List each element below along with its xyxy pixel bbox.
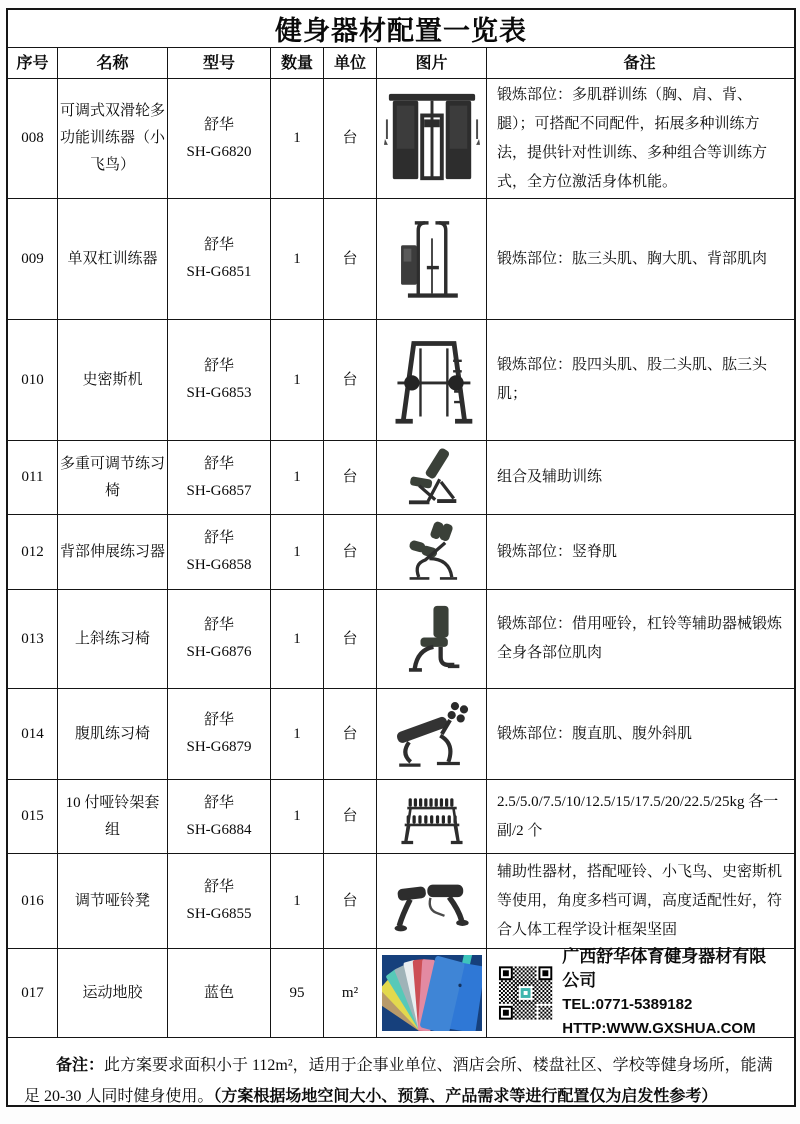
equipment-model [168, 949, 271, 1037]
equipment-name: 上斜练习椅 [58, 590, 168, 688]
footer-body: 此方案要求面积小于 112m²，适用于企事业单位、酒店会所、楼盘社区、学校等健身场所，能满足 20-30 人同时健身使用。 [24, 1057, 773, 1105]
row-no: 016 [8, 854, 58, 948]
row-no: 009 [8, 199, 58, 319]
equipment-model [168, 441, 271, 514]
functional-trainer-image [377, 79, 487, 198]
footer-label: 备注： [56, 1057, 105, 1074]
model-code: SH-G6879 [186, 739, 252, 755]
equipment-model [168, 780, 271, 853]
row-no: 013 [8, 590, 58, 688]
unit: 台 [324, 199, 377, 319]
brand: 舒华 [203, 237, 234, 253]
unit: 台 [324, 689, 377, 779]
brand: 舒华 [203, 116, 234, 133]
company-url: HTTP:WWW.GXSHUA.COM [562, 1020, 756, 1037]
equipment-remark: 锻炼部位：肱三头肌、胸大肌、背部肌肉 [497, 250, 768, 267]
footer-note [8, 1038, 794, 1105]
quantity: 1 [271, 780, 324, 853]
equipment-model [168, 590, 271, 688]
adjustable-bench-image [377, 441, 487, 514]
table-row [8, 590, 794, 689]
table-title-row [8, 10, 794, 48]
company-tel: TEL:0771-5389182 [562, 996, 693, 1013]
equipment-remark: 锻炼部位：借用哑铃，杠铃等辅助器械锻炼全身各部位肌肉 [497, 616, 783, 661]
color-spec: 蓝色 [203, 984, 234, 1001]
unit: 台 [324, 780, 377, 853]
equipment-name: 运动地胶 [58, 949, 168, 1037]
equipment-name: 多重可调节练习椅 [58, 441, 168, 514]
table-row [8, 441, 794, 515]
row-no: 010 [8, 320, 58, 440]
brand: 舒华 [203, 358, 234, 374]
ab-bench-image [377, 689, 487, 779]
row-no: 014 [8, 689, 58, 779]
page-title: 健身器材配置一览表 [275, 16, 527, 46]
equipment-name: 单双杠训练器 [58, 199, 168, 319]
table-row [8, 199, 794, 320]
table-row [8, 79, 794, 199]
quantity: 1 [271, 199, 324, 319]
footer-bold-note: （方案根据场地空间大小、预算、产品需求等进行配置仅为启发性参考） [213, 1088, 718, 1105]
unit: 台 [324, 590, 377, 688]
equipment-model [168, 515, 271, 589]
table-row [8, 515, 794, 590]
equipment-remark: 锻炼部位：竖脊肌 [497, 543, 618, 560]
model-code: SH-G6853 [186, 385, 252, 401]
row-no: 015 [8, 780, 58, 853]
row-no: 008 [8, 79, 58, 198]
unit: 台 [324, 515, 377, 589]
equipment-model [168, 320, 271, 440]
equipment-name: 10 付哑铃架套组 [58, 780, 168, 853]
row-no: 011 [8, 441, 58, 514]
col-header-picture: 图片 [377, 48, 487, 78]
upright-chair-image [377, 590, 487, 688]
col-header-remark: 备注 [623, 54, 656, 72]
unit: 台 [324, 320, 377, 440]
quantity: 95 [271, 949, 324, 1037]
quantity: 1 [271, 590, 324, 688]
table-row [8, 949, 794, 1038]
model-code: SH-G6884 [186, 821, 252, 838]
equipment-model [168, 79, 271, 198]
col-header-name: 名称 [58, 48, 168, 78]
company-name: 广西舒华体育健身器材有限公司 [562, 947, 767, 990]
footer-note-row [8, 1038, 794, 1105]
model-code: SH-G6851 [186, 264, 252, 280]
unit: 台 [324, 79, 377, 198]
equipment-name: 可调式双滑轮多功能训练器（小飞鸟） [58, 79, 168, 198]
quantity: 1 [271, 441, 324, 514]
back-extension-image [377, 515, 487, 589]
equipment-name: 调节哑铃凳 [58, 854, 168, 948]
equipment-remark: 2.5/5.0/7.5/10/12.5/15/17.5/20/22.5/25kg 各一副/2 个 [497, 793, 779, 839]
model-code: SH-G6858 [186, 557, 252, 573]
unit: 台 [324, 854, 377, 948]
brand: 舒华 [203, 794, 234, 811]
unit: m² [324, 949, 377, 1037]
quantity: 1 [271, 515, 324, 589]
equipment-remark: 锻炼部位：腹直肌、腹外斜肌 [497, 725, 693, 742]
unit: 台 [324, 441, 377, 514]
equipment-model [168, 689, 271, 779]
col-header-unit: 单位 [324, 48, 377, 78]
model-code: SH-G6857 [186, 482, 252, 499]
table-row [8, 780, 794, 854]
equipment-model [168, 854, 271, 948]
equipment-table [6, 8, 796, 1107]
equipment-model [168, 199, 271, 319]
table-header-row [8, 48, 794, 79]
quantity: 1 [271, 79, 324, 198]
equipment-remark: 锻炼部位：股四头肌、股二头肌、肱三头肌； [497, 357, 768, 402]
col-header-qty: 数量 [271, 48, 324, 78]
brand: 舒华 [203, 712, 234, 728]
flooring-samples-image [377, 949, 487, 1037]
equipment-name: 背部伸展练习器 [58, 515, 168, 589]
quantity: 1 [271, 854, 324, 948]
table-row [8, 689, 794, 780]
model-code: SH-G6876 [186, 644, 252, 660]
quantity: 1 [271, 689, 324, 779]
brand: 舒华 [203, 879, 234, 895]
equipment-name: 腹肌练习椅 [58, 689, 168, 779]
table-row [8, 320, 794, 441]
smith-machine-image [377, 320, 487, 440]
qr-code-icon [497, 962, 554, 1024]
equipment-remark: 锻炼部位：多肌群训练（胸、肩、背、腿）；可搭配不同配件，拓展多种训练方法，提供针对性训练、多种组合等训练方式，全方位激活身体机能。 [497, 86, 768, 190]
brand: 舒华 [203, 530, 234, 546]
dumbbell-rack-image [377, 780, 487, 853]
row-no: 012 [8, 515, 58, 589]
model-code: SH-G6820 [186, 143, 252, 160]
dip-chin-tower-image [377, 199, 487, 319]
quantity: 1 [271, 320, 324, 440]
equipment-name: 史密斯机 [58, 320, 168, 440]
model-code: SH-G6855 [186, 906, 252, 922]
dumbbell-bench-image [377, 854, 487, 948]
company-contact-cell [487, 949, 794, 1037]
brand: 舒华 [203, 617, 234, 633]
col-header-model: 型号 [168, 48, 271, 78]
row-no: 017 [8, 949, 58, 1037]
table-row [8, 854, 794, 949]
equipment-remark: 组合及辅助训练 [497, 469, 603, 485]
col-header-no: 序号 [8, 48, 58, 78]
equipment-remark: 辅助性器材，搭配哑铃、小飞鸟、史密斯机等使用，角度多档可调，高度适配性好，符合人体工程学设计框架坚固 [497, 863, 783, 938]
brand: 舒华 [203, 455, 234, 472]
